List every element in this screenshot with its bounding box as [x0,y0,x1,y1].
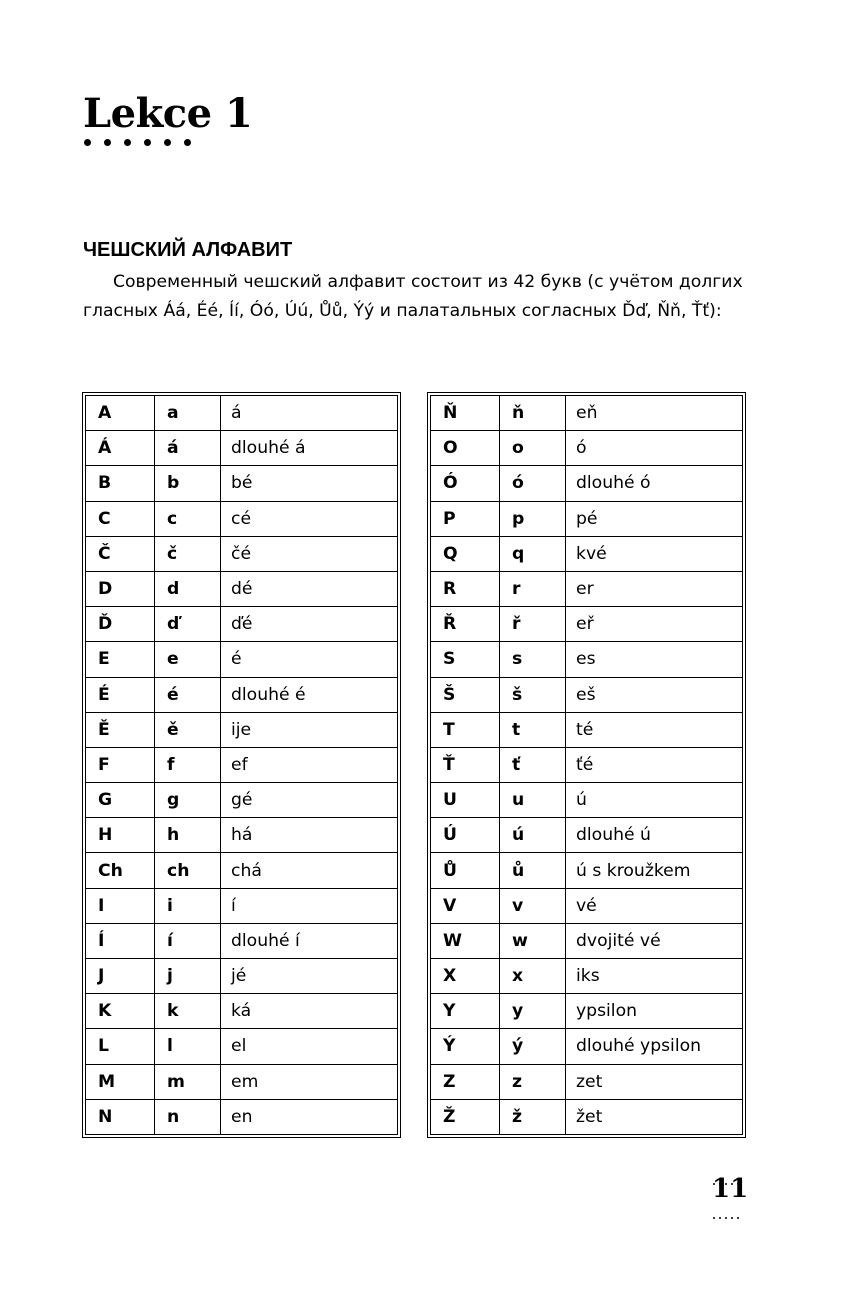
lowercase-letter: k [155,994,221,1029]
lowercase-letter: p [500,501,566,536]
alphabet-row [86,1099,398,1134]
letter-name: dlouhé á [221,431,398,466]
letter-name: es [566,642,743,677]
uppercase-letter: N [86,1099,155,1134]
alphabet-row [86,818,398,853]
page-number-dots-bottom [713,1217,739,1219]
alphabet-row [431,994,743,1029]
lowercase-letter: a [155,396,221,431]
letter-name: dlouhé ó [566,466,743,501]
uppercase-letter: Ý [431,1029,500,1064]
lowercase-letter: w [500,923,566,958]
lowercase-letter: u [500,783,566,818]
uppercase-letter: Ň [431,396,500,431]
letter-name: eň [566,396,743,431]
letter-name: dlouhé é [221,677,398,712]
lowercase-letter: ž [500,1099,566,1134]
alphabet-row [431,712,743,747]
alphabet-row [431,571,743,606]
letter-name: eř [566,607,743,642]
uppercase-letter: U [431,783,500,818]
letter-name: dlouhé í [221,923,398,958]
alphabet-table-right [430,395,743,1135]
letter-name: cé [221,501,398,536]
alphabet-row [86,747,398,782]
title-dot-ornament [84,139,191,146]
lowercase-letter: i [155,888,221,923]
alphabet-row [431,1099,743,1134]
letter-name: dé [221,571,398,606]
alphabet-row [431,501,743,536]
uppercase-letter: B [86,466,155,501]
lesson-title: Lekce 1 [83,90,253,137]
letter-name: é [221,642,398,677]
uppercase-letter: D [86,571,155,606]
alphabet-row [431,607,743,642]
lowercase-letter: d [155,571,221,606]
letter-name: em [221,1064,398,1099]
alphabet-table-left-body [86,396,398,1135]
letter-name: ú [566,783,743,818]
uppercase-letter: Ž [431,1099,500,1134]
uppercase-letter: Ú [431,818,500,853]
uppercase-letter: G [86,783,155,818]
alphabet-table-left [85,395,398,1135]
letter-name: ú s kroužkem [566,853,743,888]
lowercase-letter: f [155,747,221,782]
uppercase-letter: C [86,501,155,536]
uppercase-letter: Ó [431,466,500,501]
letter-name: zet [566,1064,743,1099]
uppercase-letter: T [431,712,500,747]
lowercase-letter: q [500,536,566,571]
uppercase-letter: W [431,923,500,958]
letter-name: í [221,888,398,923]
uppercase-letter: K [86,994,155,1029]
uppercase-letter: Ch [86,853,155,888]
alphabet-row [86,1064,398,1099]
letter-name: kvé [566,536,743,571]
uppercase-letter: X [431,959,500,994]
alphabet-row [431,536,743,571]
uppercase-letter: F [86,747,155,782]
uppercase-letter: R [431,571,500,606]
lowercase-letter: v [500,888,566,923]
alphabet-table-left-frame [82,392,401,1138]
uppercase-letter: Q [431,536,500,571]
letter-name: chá [221,853,398,888]
section-heading: ЧЕШСКИЙ АЛФАВИТ [83,239,293,261]
uppercase-letter: Ů [431,853,500,888]
ornament-dot [144,139,151,146]
lowercase-letter: y [500,994,566,1029]
lowercase-letter: l [155,1029,221,1064]
lowercase-letter: ý [500,1029,566,1064]
alphabet-row [431,747,743,782]
lowercase-letter: e [155,642,221,677]
alphabet-table-right-frame [427,392,746,1138]
uppercase-letter: S [431,642,500,677]
letter-name: iks [566,959,743,994]
letter-name: pé [566,501,743,536]
uppercase-letter: E [86,642,155,677]
alphabet-row [86,994,398,1029]
letter-name: ďé [221,607,398,642]
letter-name: er [566,571,743,606]
lowercase-letter: ď [155,607,221,642]
lowercase-letter: c [155,501,221,536]
lowercase-letter: g [155,783,221,818]
intro-paragraph: Современный чешский алфавит состоит из 42 букв (с учётом долгих гласных Áá, Éé, Íí, Óó, Úú, Ůů, Ýý и палатальных согласных Ďď, Ňň, Ťť): [83,272,743,321]
uppercase-letter: M [86,1064,155,1099]
uppercase-letter: A [86,396,155,431]
lowercase-letter: r [500,571,566,606]
alphabet-row [431,783,743,818]
alphabet-row [431,818,743,853]
lowercase-letter: í [155,923,221,958]
lowercase-letter: n [155,1099,221,1134]
alphabet-row [86,431,398,466]
letter-name: eš [566,677,743,712]
uppercase-letter: H [86,818,155,853]
lowercase-letter: č [155,536,221,571]
alphabet-row [86,466,398,501]
alphabet-row [86,959,398,994]
alphabet-row [431,888,743,923]
alphabet-row [431,1064,743,1099]
lowercase-letter: h [155,818,221,853]
lowercase-letter: é [155,677,221,712]
letter-name: ef [221,747,398,782]
alphabet-row [431,853,743,888]
uppercase-letter: P [431,501,500,536]
letter-name: ká [221,994,398,1029]
lowercase-letter: b [155,466,221,501]
letter-name: dlouhé ú [566,818,743,853]
uppercase-letter: Í [86,923,155,958]
letter-name: dvojité vé [566,923,743,958]
uppercase-letter: J [86,959,155,994]
letter-name: ó [566,431,743,466]
alphabet-row [86,888,398,923]
lowercase-letter: ch [155,853,221,888]
letter-name: jé [221,959,398,994]
lowercase-letter: m [155,1064,221,1099]
uppercase-letter: Ř [431,607,500,642]
alphabet-row [86,1029,398,1064]
ornament-dot [104,139,111,146]
lowercase-letter: s [500,642,566,677]
uppercase-letter: Ě [86,712,155,747]
uppercase-letter: Y [431,994,500,1029]
letter-name: bé [221,466,398,501]
ornament-dot [164,139,171,146]
ornament-dot [184,139,191,146]
alphabet-row [431,396,743,431]
letter-name: gé [221,783,398,818]
uppercase-letter: Ď [86,607,155,642]
uppercase-letter: Z [431,1064,500,1099]
ornament-dot [124,139,131,146]
uppercase-letter: V [431,888,500,923]
lowercase-letter: x [500,959,566,994]
letter-name: en [221,1099,398,1134]
letter-name: á [221,396,398,431]
alphabet-row [86,536,398,571]
alphabet-row [86,923,398,958]
alphabet-row [431,923,743,958]
alphabet-row [431,959,743,994]
uppercase-letter: O [431,431,500,466]
letter-name: žet [566,1099,743,1134]
lowercase-letter: ó [500,466,566,501]
alphabet-row [431,1029,743,1064]
lowercase-letter: ň [500,396,566,431]
lowercase-letter: ř [500,607,566,642]
uppercase-letter: Č [86,536,155,571]
lowercase-letter: z [500,1064,566,1099]
alphabet-row [86,501,398,536]
alphabet-row [86,607,398,642]
lowercase-letter: ů [500,853,566,888]
lowercase-letter: o [500,431,566,466]
alphabet-row [86,677,398,712]
lowercase-letter: š [500,677,566,712]
page-number: 11 [712,1174,749,1204]
lowercase-letter: ť [500,747,566,782]
alphabet-row [431,431,743,466]
alphabet-row [431,466,743,501]
uppercase-letter: É [86,677,155,712]
alphabet-row [86,396,398,431]
uppercase-letter: Š [431,677,500,712]
letter-name: el [221,1029,398,1064]
lowercase-letter: t [500,712,566,747]
alphabet-row [86,712,398,747]
letter-name: dlouhé ypsilon [566,1029,743,1064]
ornament-dot [84,139,91,146]
letter-name: té [566,712,743,747]
letter-name: vé [566,888,743,923]
alphabet-row [431,677,743,712]
lowercase-letter: ú [500,818,566,853]
letter-name: ypsilon [566,994,743,1029]
uppercase-letter: I [86,888,155,923]
alphabet-table-right-body [431,396,743,1135]
alphabet-row [86,642,398,677]
alphabet-row [86,571,398,606]
lowercase-letter: ě [155,712,221,747]
alphabet-row [86,783,398,818]
letter-name: čé [221,536,398,571]
letter-name: ťé [566,747,743,782]
letter-name: há [221,818,398,853]
uppercase-letter: Á [86,431,155,466]
letter-name: ije [221,712,398,747]
uppercase-letter: Ť [431,747,500,782]
alphabet-row [86,853,398,888]
lowercase-letter: á [155,431,221,466]
lowercase-letter: j [155,959,221,994]
uppercase-letter: L [86,1029,155,1064]
alphabet-row [431,642,743,677]
